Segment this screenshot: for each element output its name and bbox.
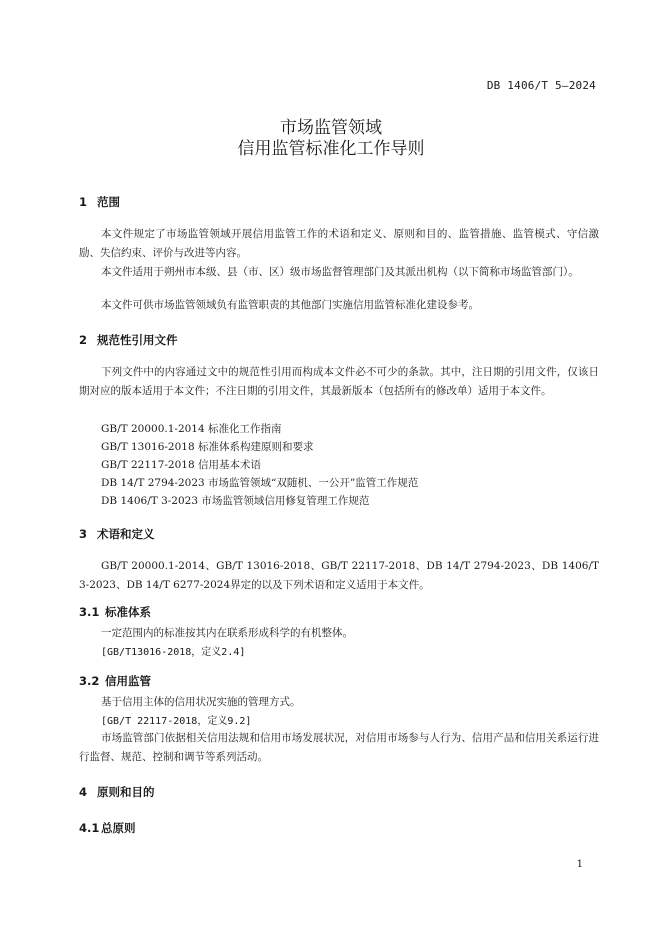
- section-number: 2: [79, 333, 88, 347]
- term-number: 3.2: [79, 674, 100, 688]
- section-1-para-3: 本文件可供市场监管领域负有监管职责的其他部门实施信用监管标准化建设参考。: [101, 299, 479, 311]
- title-line-2: 信用监管标准化工作导则: [237, 139, 425, 159]
- section-3-heading: [79, 526, 155, 542]
- reference-item: DB 14/T 2794-2023 市场监管领域“双随机、一公开”监管工作规范: [101, 477, 419, 489]
- term-title: 标准体系: [105, 605, 151, 619]
- section-3-para-1: GB/T 20000.1-2014、GB/T 13016-2018、GB/T 22117-2018、DB 14/T 2794-2023、DB 1406/T 3-2023、DB 14/T 6277-2024界定的以及下列术语和定义适用于本文件。: [79, 560, 599, 591]
- section-number: 4: [79, 785, 88, 799]
- term-3-1-source: [GB/T13016-2018，定义2.4]: [101, 647, 246, 658]
- term-3-2-definition: 基于信用主体的信用状况实施的管理方式。: [101, 696, 301, 708]
- term-3-1-heading: [79, 604, 151, 620]
- reference-item: GB/T 13016-2018 标准体系构建原则和要求: [101, 441, 314, 453]
- section-title: 范围: [97, 195, 120, 209]
- subsection-title: 总原则: [101, 821, 136, 835]
- reference-item: GB/T 20000.1-2014 标准化工作指南: [101, 423, 282, 435]
- reference-item: GB/T 22117-2018 信用基本术语: [101, 459, 261, 471]
- subsection-number: 4.1: [79, 821, 100, 835]
- page-number: 1: [576, 859, 583, 870]
- standard-code: DB 1406/T 5—2024: [486, 79, 596, 92]
- section-title: 原则和目的: [97, 785, 155, 799]
- section-title: 术语和定义: [97, 527, 155, 541]
- section-title: 规范性引用文件: [97, 333, 178, 347]
- reference-item: DB 1406/T 3-2023 市场监管领域信用修复管理工作规范: [101, 495, 370, 507]
- term-3-1-definition: 一定范围内的标准按其内在联系形成科学的有机整体。: [101, 627, 353, 639]
- section-1-para-1: 本文件规定了市场监管领域开展信用监管工作的术语和定义、原则和目的、监管措施、监管模式、守信激励、失信约束、评价与改进等内容。: [79, 228, 599, 259]
- section-2-para-1: 下列文件中的内容通过文中的规范性引用而构成本文件必不可少的条款。其中，注日期的引用文件，仅该日期对应的版本适用于本文件；不注日期的引用文件，其最新版本（包括所有的修改单）适用于本文件。: [79, 366, 599, 397]
- term-3-2-heading: [79, 673, 151, 689]
- subsection-4-1-heading: [79, 820, 136, 836]
- term-3-2-note: 市场监管部门依据相关信用法规和信用市场发展状况，对信用市场参与人行为、信用产品和信用关系运行进行监督、规范、控制和调节等系列活动。: [79, 732, 599, 763]
- term-3-2-source: [GB/T 22117-2018，定义9.2]: [101, 716, 252, 727]
- term-title: 信用监管: [105, 674, 151, 688]
- section-1-para-2: 本文件适用于朔州市本级、县（市、区）级市场监督管理部门及其派出机构（以下简称市场监管部门）。: [101, 266, 579, 278]
- section-4-heading: [79, 784, 155, 800]
- section-2-heading: [79, 332, 178, 348]
- term-number: 3.1: [79, 605, 100, 619]
- section-number: 3: [79, 527, 88, 541]
- section-number: 1: [79, 195, 88, 209]
- section-1-heading: [79, 194, 120, 210]
- title-line-1: 市场监管领域: [280, 118, 382, 138]
